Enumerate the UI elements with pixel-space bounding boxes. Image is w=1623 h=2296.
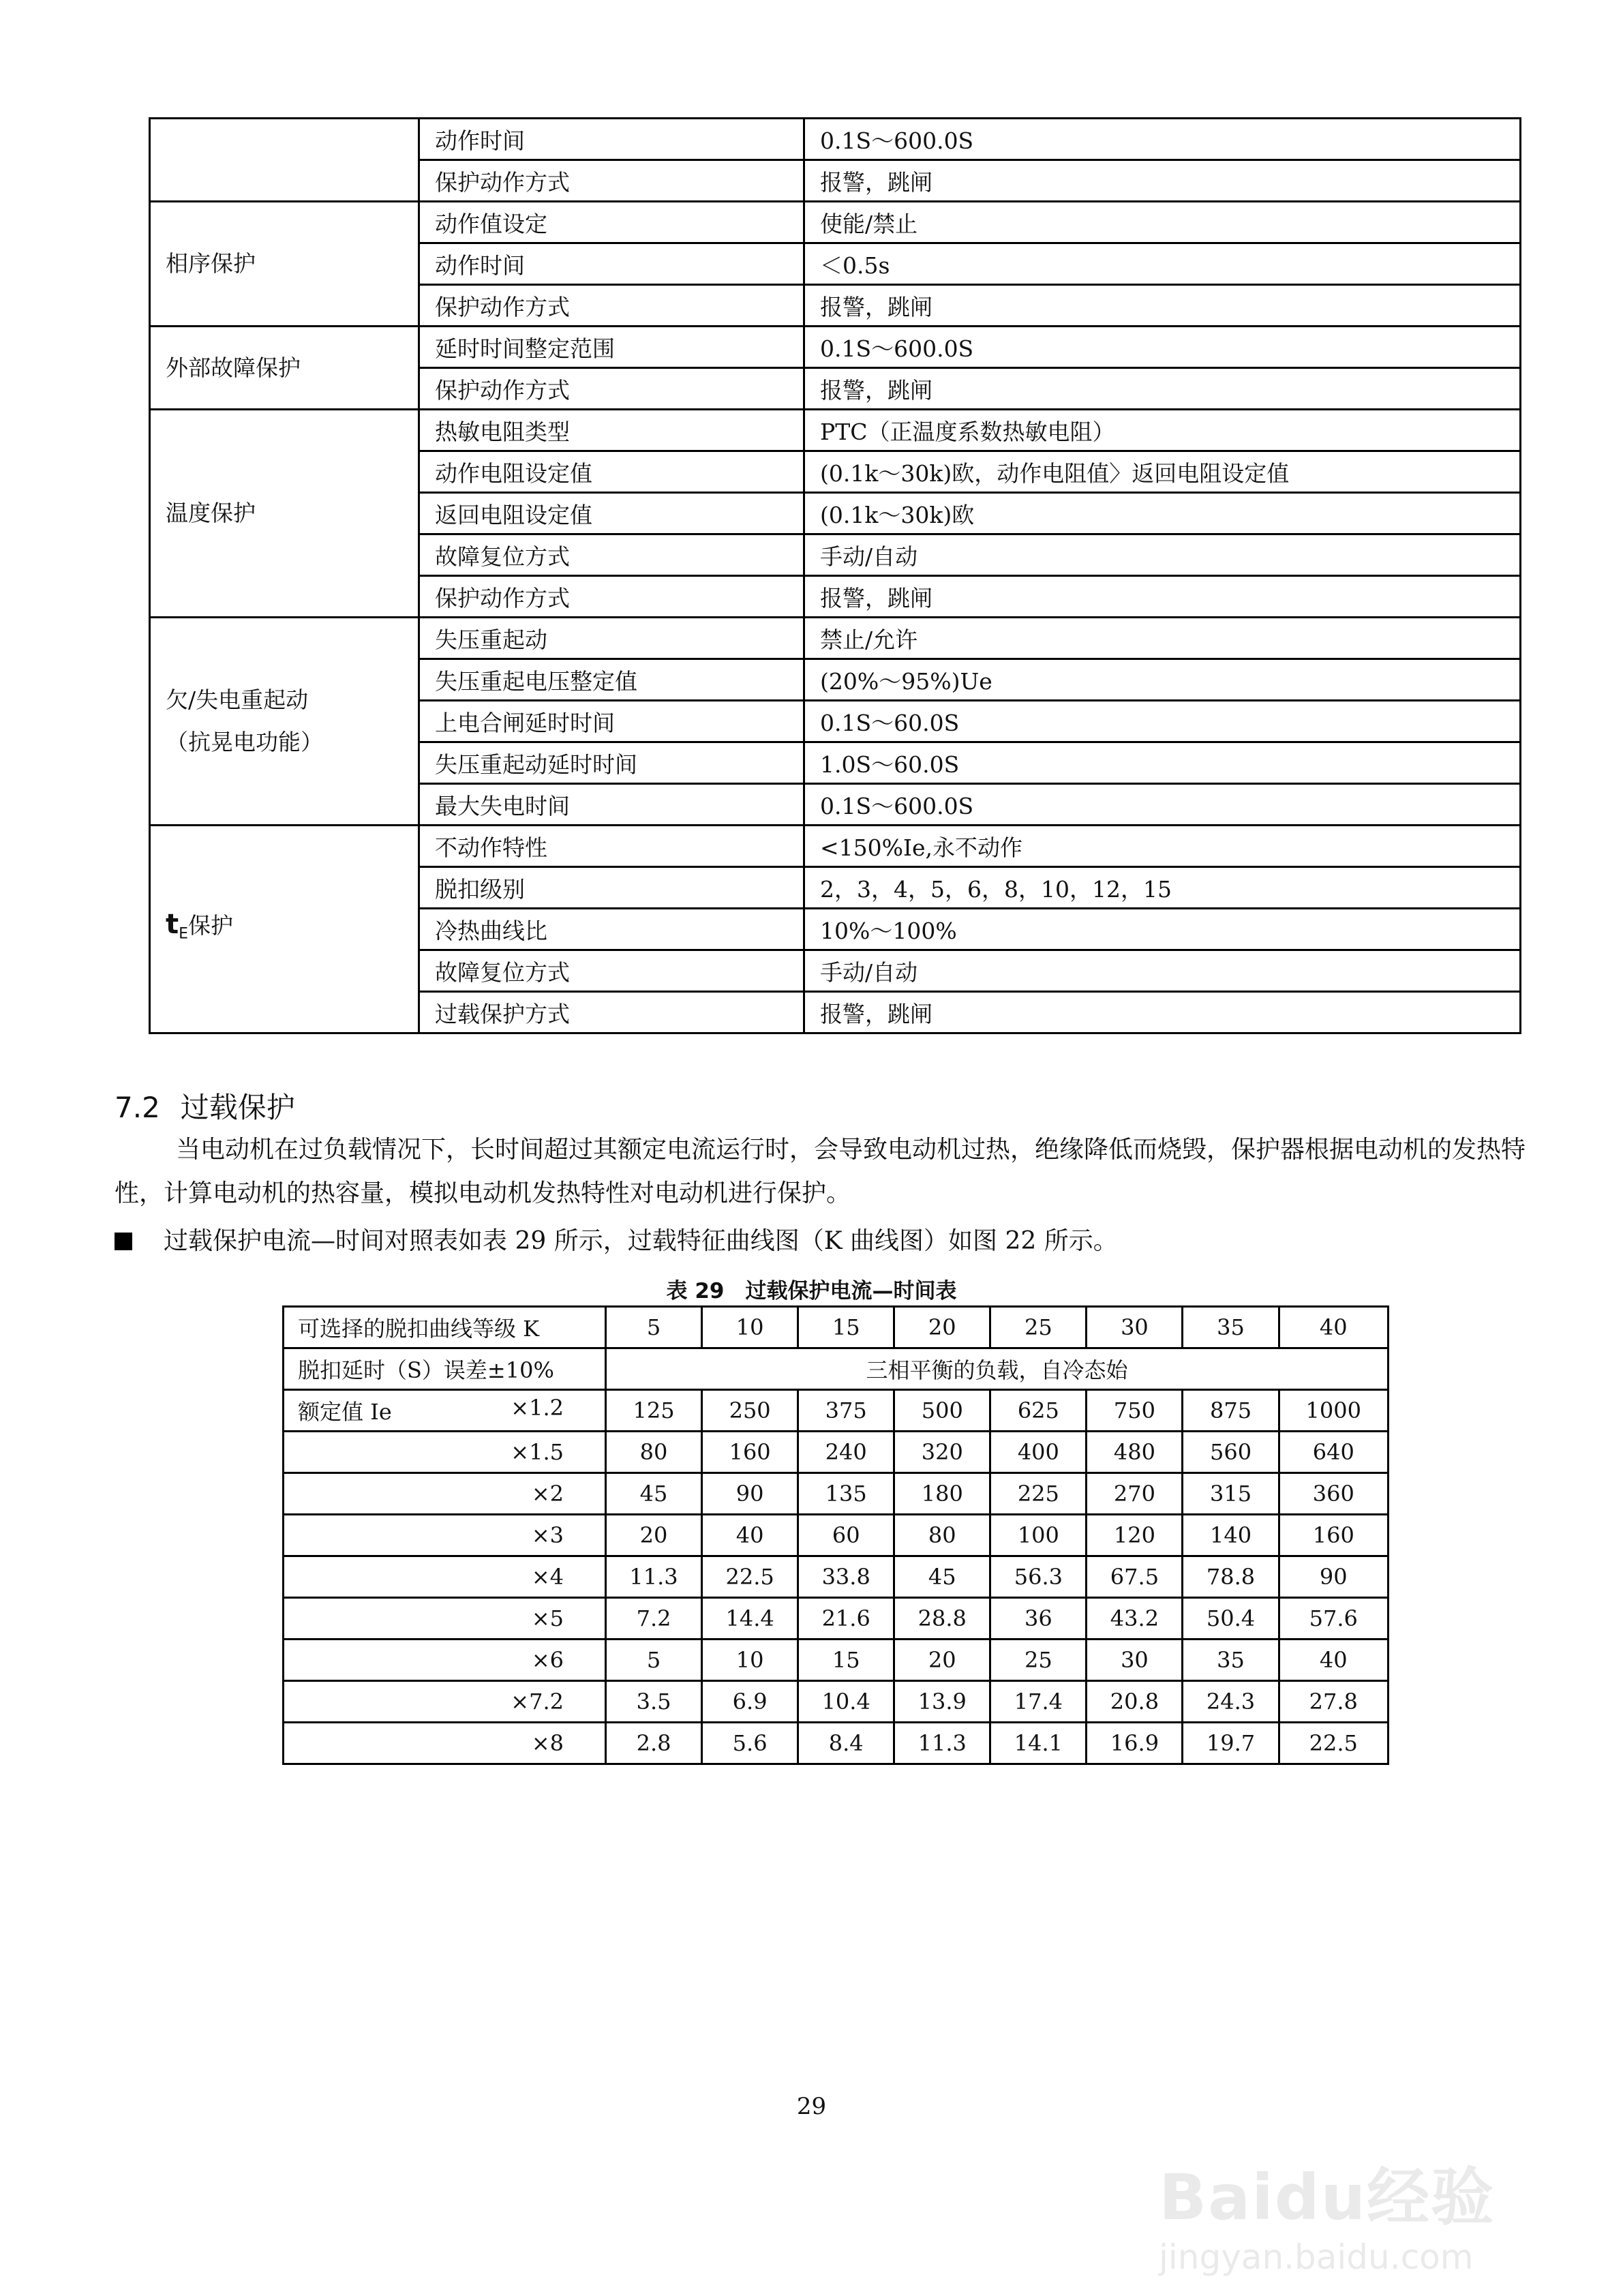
- k-row-label: [284, 1515, 606, 1556]
- spec-value: 0.1S～600.0S: [804, 119, 1521, 160]
- trip-time-cell: 640: [1279, 1432, 1388, 1473]
- trip-time-cell: 750: [1087, 1390, 1183, 1432]
- spec-group-cell: [150, 618, 419, 826]
- spec-param: 脱扣级别: [419, 867, 804, 909]
- k-data-row: [284, 1640, 1389, 1681]
- trip-time-cell: 160: [1279, 1515, 1388, 1556]
- spec-value: 2，3，4，5，6，8，10，12，15: [804, 867, 1521, 909]
- k-data-row: [284, 1390, 1389, 1432]
- group-label: 外部故障保护: [166, 354, 301, 381]
- spec-row: [150, 618, 1521, 659]
- trip-time-cell: 22.5: [1279, 1723, 1388, 1764]
- spec-value: 报警，跳闸: [804, 576, 1521, 618]
- k-data-row: [284, 1723, 1389, 1764]
- trip-time-cell: 360: [1279, 1473, 1388, 1515]
- spec-value: 报警，跳闸: [804, 992, 1521, 1033]
- trip-time-cell: 10.4: [798, 1681, 894, 1723]
- k-data-row: [284, 1681, 1389, 1723]
- k-value-cell: 25: [990, 1307, 1087, 1348]
- trip-time-cell: 20: [894, 1640, 990, 1681]
- spec-param: 失压重起动延时时间: [419, 742, 804, 784]
- section-title: 过载保护: [180, 1091, 295, 1124]
- trip-time-cell: 16.9: [1087, 1723, 1183, 1764]
- k-value-cell: 15: [798, 1307, 894, 1348]
- spec-value: 0.1S～600.0S: [804, 327, 1521, 368]
- k-row-label: [284, 1556, 606, 1598]
- trip-time-cell: 160: [702, 1432, 798, 1473]
- k-row-label: [284, 1598, 606, 1640]
- k-row-label: [284, 1432, 606, 1473]
- trip-time-cell: 45: [894, 1556, 990, 1598]
- trip-time-cell: 100: [990, 1515, 1087, 1556]
- trip-time-cell: 10: [702, 1640, 798, 1681]
- spec-param: 失压重起电压整定值: [419, 659, 804, 701]
- spec-row: [150, 202, 1521, 243]
- k-header-row: [284, 1307, 1389, 1348]
- group-label: [166, 903, 418, 956]
- spec-group-cell: [150, 119, 419, 202]
- spec-value: <150%Ie,永不动作: [804, 826, 1521, 867]
- spec-value: 1.0S～60.0S: [804, 742, 1521, 784]
- k-subheader-label: 脱扣延时（S）误差±10%: [284, 1348, 606, 1390]
- spec-row: [150, 327, 1521, 368]
- spec-param: 保护动作方式: [419, 285, 804, 327]
- spec-value: 手动/自动: [804, 534, 1521, 576]
- spec-param: 动作电阻设定值: [419, 451, 804, 493]
- spec-value: 10%～100%: [804, 909, 1521, 950]
- spec-value: (20%～95%)Ue: [804, 659, 1521, 701]
- trip-time-cell: 11.3: [606, 1556, 702, 1598]
- k-data-row: [284, 1473, 1389, 1515]
- trip-time-cell: 270: [1087, 1473, 1183, 1515]
- trip-time-cell: 27.8: [1279, 1681, 1388, 1723]
- bullet-item: [115, 1222, 1118, 1256]
- protection-spec-table: [149, 117, 1521, 1034]
- spec-value: 报警，跳闸: [804, 285, 1521, 327]
- te-subscript: E: [179, 925, 189, 943]
- trip-time-cell: 60: [798, 1515, 894, 1556]
- trip-time-cell: 2.8: [606, 1723, 702, 1764]
- k-data-row: [284, 1432, 1389, 1473]
- spec-row: [150, 826, 1521, 867]
- spec-value: 手动/自动: [804, 950, 1521, 992]
- spec-param: 返回电阻设定值: [419, 493, 804, 534]
- trip-time-cell: 14.1: [990, 1723, 1087, 1764]
- trip-time-cell: 33.8: [798, 1556, 894, 1598]
- spec-row: [150, 119, 1521, 160]
- trip-time-cell: 125: [606, 1390, 702, 1432]
- trip-time-cell: 14.4: [702, 1598, 798, 1640]
- trip-time-cell: 17.4: [990, 1681, 1087, 1723]
- baidu-watermark: [1159, 2147, 1595, 2277]
- trip-time-cell: 5.6: [702, 1723, 798, 1764]
- trip-time-cell: 480: [1087, 1432, 1183, 1473]
- spec-param: 延时时间整定范围: [419, 327, 804, 368]
- watermark-logo: Baidu经验: [1159, 2161, 1496, 2234]
- trip-time-cell: 80: [606, 1432, 702, 1473]
- trip-time-cell: 56.3: [990, 1556, 1087, 1598]
- multiplier: ×7.2: [511, 1689, 564, 1715]
- multiplier: ×8: [531, 1730, 564, 1756]
- trip-time-cell: 21.6: [798, 1598, 894, 1640]
- k-data-row: [284, 1515, 1389, 1556]
- spec-group-cell: [150, 410, 419, 618]
- spec-param: 动作值设定: [419, 202, 804, 243]
- spec-param: 冷热曲线比: [419, 909, 804, 950]
- section-number: 7.2: [115, 1091, 160, 1124]
- trip-time-cell: 15: [798, 1640, 894, 1681]
- trip-time-cell: 28.8: [894, 1598, 990, 1640]
- spec-param: 保护动作方式: [419, 160, 804, 202]
- spec-param: 上电合闸延时时间: [419, 701, 804, 742]
- spec-param: 失压重起动: [419, 618, 804, 659]
- k-subheader-note: 三相平衡的负载，自冷态始: [606, 1348, 1389, 1390]
- trip-time-cell: 80: [894, 1515, 990, 1556]
- k-value-cell: 5: [606, 1307, 702, 1348]
- trip-time-cell: 25: [990, 1640, 1087, 1681]
- k-row-label: [284, 1723, 606, 1764]
- k-row-label: [284, 1681, 606, 1723]
- square-bullet-icon: [115, 1233, 132, 1250]
- trip-time-cell: 50.4: [1183, 1598, 1279, 1640]
- trip-time-cell: 57.6: [1279, 1598, 1388, 1640]
- spec-row: [150, 410, 1521, 451]
- trip-time-cell: 315: [1183, 1473, 1279, 1515]
- spec-param: 保护动作方式: [419, 368, 804, 410]
- trip-time-cell: 6.9: [702, 1681, 798, 1723]
- trip-time-cell: 7.2: [606, 1598, 702, 1640]
- spec-value: 使能/禁止: [804, 202, 1521, 243]
- k-subheader-row: [284, 1348, 1389, 1390]
- watermark-url: jingyan.baidu.com: [1159, 2237, 1474, 2277]
- multiplier: ×1.2: [511, 1395, 564, 1421]
- spec-value: 禁止/允许: [804, 618, 1521, 659]
- trip-time-cell: 20.8: [1087, 1681, 1183, 1723]
- trip-time-cell: 13.9: [894, 1681, 990, 1723]
- trip-time-cell: 36: [990, 1598, 1087, 1640]
- trip-time-cell: 400: [990, 1432, 1087, 1473]
- trip-time-cell: 500: [894, 1390, 990, 1432]
- k-row-label: [284, 1473, 606, 1515]
- group-label-text: 保护: [188, 911, 234, 939]
- trip-time-cell: 30: [1087, 1640, 1183, 1681]
- trip-time-cell: 140: [1183, 1515, 1279, 1556]
- group-label-sub: （抗晃电功能）: [166, 729, 323, 755]
- multiplier: ×1.5: [511, 1439, 564, 1465]
- k-value-cell: 35: [1183, 1307, 1279, 1348]
- k-row-label: [284, 1390, 606, 1432]
- trip-time-cell: 250: [702, 1390, 798, 1432]
- k-value-cell: 30: [1087, 1307, 1183, 1348]
- trip-time-cell: 560: [1183, 1432, 1279, 1473]
- spec-value: PTC（正温度系数热敏电阻）: [804, 410, 1521, 451]
- spec-param: 动作时间: [419, 119, 804, 160]
- multiplier: ×2: [531, 1481, 564, 1507]
- spec-param: 故障复位方式: [419, 534, 804, 576]
- spec-value: ＜0.5s: [804, 243, 1521, 285]
- trip-time-cell: 45: [606, 1473, 702, 1515]
- page-number: 29: [796, 2093, 827, 2120]
- bullet-text: 过载保护电流—时间对照表如表 29 所示，过载特征曲线图（K 曲线图）如图 22 所示。: [164, 1227, 1118, 1255]
- trip-time-cell: 78.8: [1183, 1556, 1279, 1598]
- multiplier: ×3: [531, 1522, 564, 1548]
- table-caption: 表 29 过载保护电流—时间表: [666, 1279, 957, 1303]
- trip-time-cell: 875: [1183, 1390, 1279, 1432]
- k-data-row: [284, 1556, 1389, 1598]
- spec-param: 故障复位方式: [419, 950, 804, 992]
- k-header-label: 可选择的脱扣曲线等级 K: [284, 1307, 606, 1348]
- spec-value: 0.1S～600.0S: [804, 784, 1521, 826]
- trip-time-cell: 180: [894, 1473, 990, 1515]
- group-label: 相序保护: [166, 250, 256, 277]
- trip-time-cell: 20: [606, 1515, 702, 1556]
- spec-value: 报警，跳闸: [804, 368, 1521, 410]
- spec-value: (0.1k～30k)欧: [804, 493, 1521, 534]
- trip-time-cell: 22.5: [702, 1556, 798, 1598]
- overload-time-table: [282, 1305, 1389, 1765]
- trip-time-cell: 625: [990, 1390, 1087, 1432]
- trip-time-cell: 240: [798, 1432, 894, 1473]
- k-value-cell: 40: [1279, 1307, 1388, 1348]
- spec-param: 不动作特性: [419, 826, 804, 867]
- rated-label: 额定值 Ie: [298, 1399, 392, 1425]
- trip-time-cell: 90: [702, 1473, 798, 1515]
- trip-time-cell: 1000: [1279, 1390, 1388, 1432]
- trip-time-cell: 3.5: [606, 1681, 702, 1723]
- trip-time-cell: 40: [702, 1515, 798, 1556]
- trip-time-cell: 135: [798, 1473, 894, 1515]
- spec-group-cell: [150, 202, 419, 327]
- trip-time-cell: 225: [990, 1473, 1087, 1515]
- trip-time-cell: 35: [1183, 1640, 1279, 1681]
- spec-group-cell: [150, 327, 419, 410]
- trip-time-cell: 90: [1279, 1556, 1388, 1598]
- spec-param: 热敏电阻类型: [419, 410, 804, 451]
- k-data-row: [284, 1598, 1389, 1640]
- trip-time-cell: 24.3: [1183, 1681, 1279, 1723]
- section-heading: [115, 1085, 295, 1126]
- spec-param: 过载保护方式: [419, 992, 804, 1033]
- spec-param: 最大失电时间: [419, 784, 804, 826]
- multiplier: ×5: [531, 1605, 564, 1631]
- trip-time-cell: 8.4: [798, 1723, 894, 1764]
- k-value-cell: 20: [894, 1307, 990, 1348]
- spec-group-cell: [150, 826, 419, 1033]
- trip-time-cell: 67.5: [1087, 1556, 1183, 1598]
- k-row-label: [284, 1640, 606, 1681]
- trip-time-cell: 43.2: [1087, 1598, 1183, 1640]
- group-label: 温度保护: [166, 500, 256, 526]
- multiplier: ×4: [531, 1564, 564, 1590]
- trip-time-cell: 375: [798, 1390, 894, 1432]
- trip-time-cell: 11.3: [894, 1723, 990, 1764]
- spec-param: 保护动作方式: [419, 576, 804, 618]
- trip-time-cell: 5: [606, 1640, 702, 1681]
- trip-time-cell: 40: [1279, 1640, 1388, 1681]
- section-paragraph: 当电动机在过负载情况下，长时间超过其额定电流运行时，会导致电动机过热，绝缘降低而烧毁，保护器根据电动机的发热特性，计算电动机的热容量，模拟电动机发热特性对电动机进行保护。: [115, 1136, 1526, 1207]
- spec-param: 动作时间: [419, 243, 804, 285]
- spec-value: 报警，跳闸: [804, 160, 1521, 202]
- spec-value: (0.1k～30k)欧，动作电阻值〉返回电阻设定值: [804, 451, 1521, 493]
- spec-value: 0.1S～60.0S: [804, 701, 1521, 742]
- trip-time-cell: 320: [894, 1432, 990, 1473]
- trip-time-cell: 19.7: [1183, 1723, 1279, 1764]
- multiplier: ×6: [531, 1647, 564, 1673]
- trip-time-cell: 120: [1087, 1515, 1183, 1556]
- te-symbol: t: [166, 908, 179, 940]
- group-label: 欠/失电重起动: [166, 686, 309, 713]
- k-value-cell: 10: [702, 1307, 798, 1348]
